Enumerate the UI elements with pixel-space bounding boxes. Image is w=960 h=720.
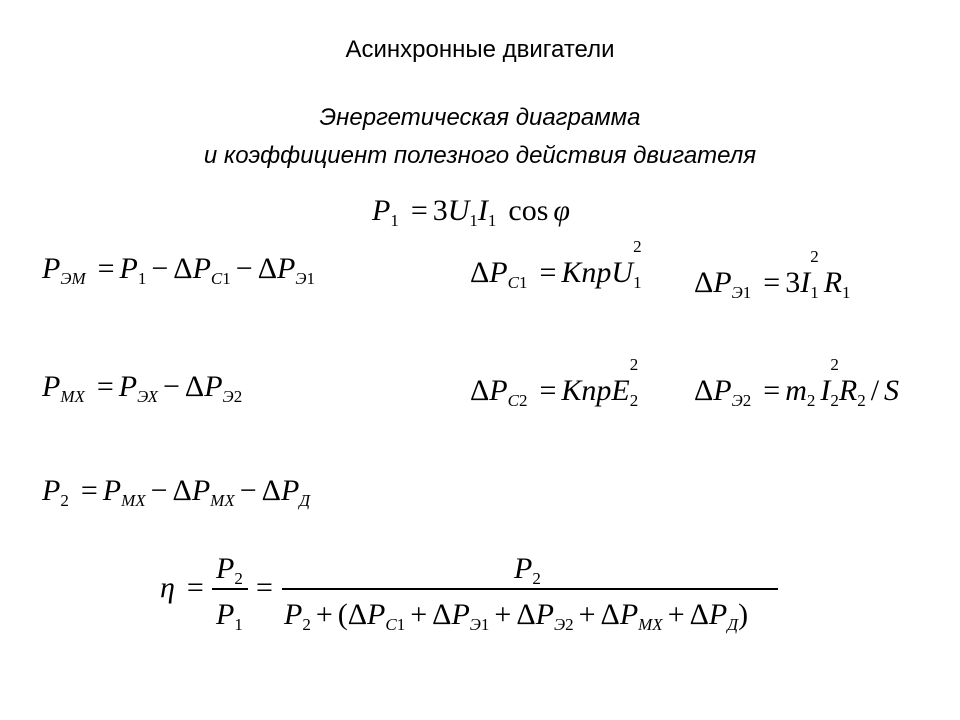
formula-stator-core-loss: $\Delta P_{C1}$ = KnpU 2 $_1$ bbox=[470, 237, 642, 292]
formula-rotor-copper-loss: $\Delta P_{Э2} = m_2$ I 2 $_2R_2$ / S bbox=[694, 355, 900, 410]
formula-rotor-core-loss: $\Delta P_{C2}$ = KnpE 2 $_2$ bbox=[470, 355, 639, 410]
slide-subtitle-line-1: Энергетическая диаграмма bbox=[319, 104, 641, 131]
formula-input-power: $P_1 = 3U_1I_1$ cos φ bbox=[372, 194, 571, 230]
formula-mechanical-power: $P_{МХ} = P_{ЭХ} - \Delta P_{Э2}$ bbox=[42, 370, 243, 406]
formula-output-power: $P_2 = P_{МХ} - \Delta P_{МХ} - \Delta P_Д$ bbox=[42, 474, 311, 510]
formula-stator-copper-loss: $\Delta P_{Э1} = 3I$ 2 $_1$ $R_1$ bbox=[694, 247, 851, 302]
slide-title: Асинхронные двигатели bbox=[345, 36, 615, 63]
slide-subtitle-line-2: и коэффициент полезного действия двигателя bbox=[203, 142, 757, 169]
formula-electromagnetic-power: $P_{ЭМ} = P_1 - \Delta P_{C1} - \Delta P_{Э1}$ bbox=[42, 252, 315, 288]
